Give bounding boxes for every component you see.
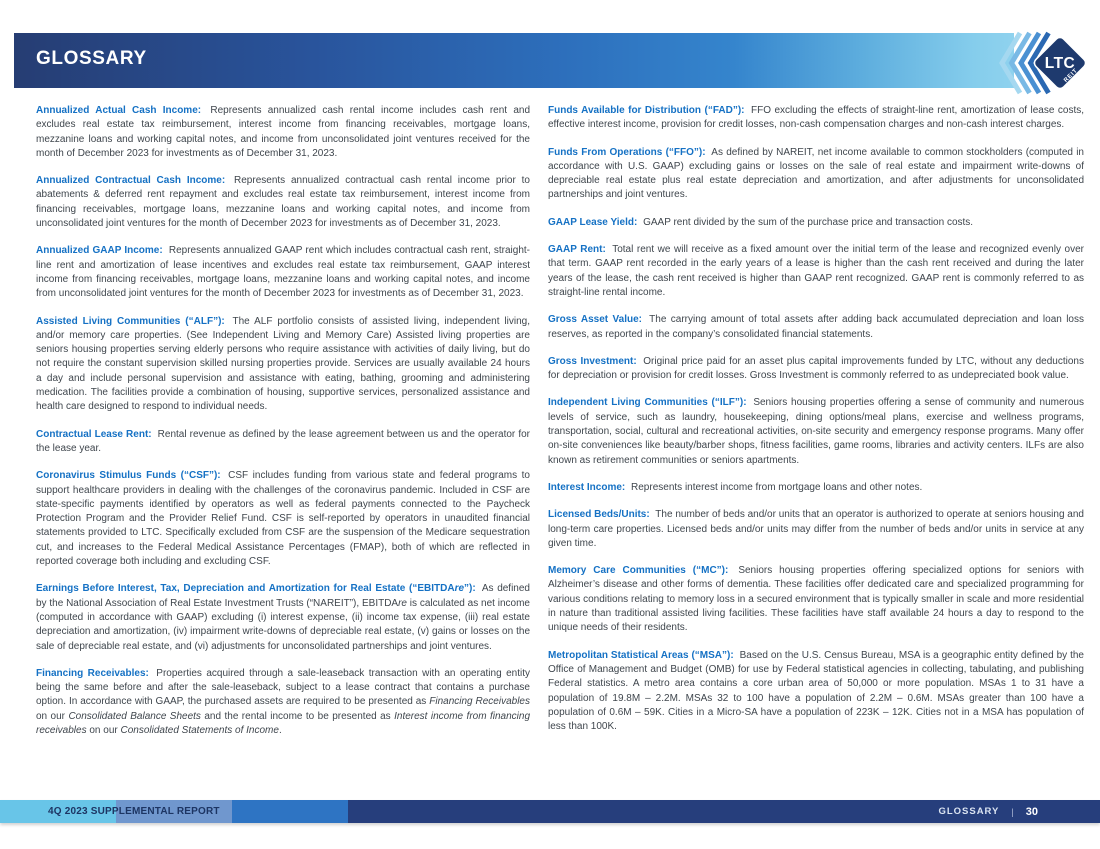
glossary-definition: FFO excluding the effects of straight-line rent, amortization of lease costs, effective interest income, provision for credit losses, non-cash compensation charges and non-cash interest charges. (548, 105, 1085, 131)
glossary-definition: The ALF portfolio consists of assisted living, independent living, and/or memory care properties. (See Independent Living and Memory Care) Assisted living properties are seniors housing properties serving elderly persons who require assistance with activities of daily living, but do not require the constant supervision skilled nursing properties provide. Services are usually available 24 hours a day and include personal supervision and assistance with eating, bathing, grooming and administering medication. The facilities provide a combination of housing, supportive services, personalized assistance and health care designed to respond to individual needs. (36, 315, 530, 413)
glossary-entry (548, 649, 1084, 735)
glossary-definition: Seniors housing properties offering a sense of community and numerous levels of service, such as laundry, housekeeping, dining options/meal plans, exercise and wellness programs, transportation, social, cultural and recreational activities, on-site security and emergency response programs. Many offer on-site conveniences like beauty/barber shops, fitness facilities, game rooms, libraries and activity centers. ILFs are also known as retirement communities or seniors apartments. (548, 397, 1084, 466)
glossary-term: Coronavirus Stimulus Funds (“CSF”): (36, 470, 221, 482)
glossary-entry (548, 243, 1084, 300)
glossary-term: Assisted Living Communities (“ALF”): (36, 315, 225, 327)
glossary-term: Memory Care Communities (“MC”): (548, 565, 729, 577)
glossary-definition: As defined by NAREIT, net income available to common stockholders (computed in accordance with U.S. GAAP) excluding gains or losses on the sale of real estate and impairment write-downs of depreciable real estate plus real estate depreciation and amortization, and after adjustments for unconsolidated partnerships and joint ventures. (548, 146, 1084, 201)
glossary-entry (36, 244, 530, 301)
glossary-entry (548, 104, 1084, 133)
glossary-term: Metropolitan Statistical Areas (“MSA”): (548, 649, 734, 661)
glossary-definition: Seniors housing properties offering specialized options for seniors with Alzheimer’s disease and other forms of dementia. These facilities offer dedicated care and specialized programming for various conditions relating to memory loss in a secured environment that is typically smaller in scale and more residential in nature than traditional assisted living facilities. These facilities have staff available 24 hours a day to respond to the unique needs of their residents. (548, 565, 1084, 634)
page-title: GLOSSARY (36, 48, 147, 69)
glossary-term: Annualized GAAP Income: (36, 245, 163, 257)
glossary-definition: Represents annualized cash rental income includes cash rent and excludes real estate tax reimbursement, interest income from financing receivables, mortgage loans, mezzanine loans and working capital notes, and income from unconsolidated joint ventures received for the month of December 2023 for investments as of December 31, 2023. (36, 105, 531, 159)
glossary-term: Funds From Operations (“FFO”): (548, 146, 706, 158)
glossary-term: Gross Asset Value: (548, 314, 642, 326)
glossary-definition: Properties acquired through a sale-leaseback transaction with an operating entity being the same before and after the sale-leaseback, subject to a lease contract that contains a purchase option. In accordance with GAAP, the purchased assets are required to be presented as Financing Receivables on our Consolidated Balance Sheets and the rental income to be presented as Interest income from financing receivables on our Consolidated Statements of Income. (36, 667, 531, 736)
page-header (14, 33, 1014, 88)
glossary-term: Earnings Before Interest, Tax, Depreciation and Amortization for Real Estate (“EBITDAre”): (36, 583, 476, 595)
glossary-entry (36, 582, 530, 653)
glossary-definition: CSF includes funding from various state and federal programs to support healthcare providers in dealing with the challenges of the coronavirus pandemic. Included in CSF are state-specific payments identified by operators as well as federal payments connected to the Paycheck Protection Program and the Provider Relief Fund. CSF is self-reported by operators in unaudited financial statements provided to LTC. Specifically excluded from CSF are the suspension of the Medicare sequestration cut, and increases to the Federal Medical Assistance Percentages (FMAP), both of which are reflected in reported coverage both including and excluding CSF. (36, 470, 530, 568)
glossary-entry (36, 428, 530, 457)
glossary-term: Interest Income: (548, 481, 626, 493)
footer-section-label: GLOSSARY (938, 806, 1000, 817)
glossary-term: Annualized Actual Cash Income: (36, 105, 202, 116)
glossary-definition: The number of beds and/or units that an operator is authorized to operate at seniors housing and long-term care properties. Licensed beds and/or units may differ from the number of beds and/or units in service at any given time. (548, 509, 1084, 549)
glossary-entry (548, 481, 1084, 495)
glossary-definition: Rental revenue as defined by the lease agreement between us and the operator for the lease year. (36, 428, 530, 454)
glossary-definition: As defined by the National Association of Real Estate Investment Trusts (“NAREIT”), EBITDAre is calculated as net income (computed in accordance with GAAP) excluding (i) interest expense, (ii) income tax expense, (iii) real estate depreciation and amortization, (iv) impairment write-downs of depreciable real estate, (v) gains or losses on the sale of depreciable real estate, and (vi) adjustments for unconsolidated partnerships and joint ventures. (36, 583, 530, 652)
glossary-entry (36, 469, 530, 569)
glossary-term: Contractual Lease Rent: (36, 428, 152, 440)
glossary-entry (548, 508, 1084, 551)
glossary-definition: Represents annualized contractual cash rental income prior to abatements & deferred rent repayment and excludes real estate tax reimbursement, interest income from financing receivables, mortgage loans, mezzanine loans and working capital notes, and income from unconsolidated joint ventures for the month of December 2023 for investments as of December 31, 2023. (36, 175, 530, 230)
logo-reit-text: REIT (1063, 67, 1080, 84)
glossary-column-right (548, 104, 1084, 734)
glossary-entry (548, 564, 1084, 635)
ltc-reit-logo (992, 28, 1092, 98)
logo-ltc-text: LTC (1044, 55, 1076, 72)
glossary-entry (36, 174, 530, 231)
glossary-definition: GAAP rent divided by the sum of the purchase price and transaction costs. (640, 216, 974, 228)
glossary-entry (548, 355, 1084, 384)
glossary-entry (36, 104, 530, 161)
glossary-definition: The carrying amount of total assets after adding back accumulated depreciation and loan loss reserves, as reported in the company’s consolidated financial statements. (548, 314, 1084, 340)
glossary-definition: Original price paid for an asset plus capital improvements funded by LTC, without any deductions for depreciation or provision for credit losses. Gross Investment is commonly referred to as undepreciated book value. (548, 355, 1084, 382)
glossary-definition: Total rent we will receive as a fixed amount over the initial term of the lease and recognized evenly over that term. GAAP rent recorded in the early years of a lease is higher than the cash rent received and during the later years of the lease, the cash rent received is higher than GAAP rent recognized. GAAP rent is commonly referred to as straight-line rental income. (548, 244, 1084, 298)
glossary-term: GAAP Lease Yield: (548, 216, 638, 228)
glossary-entry (36, 315, 530, 415)
glossary-term: Licensed Beds/Units: (548, 509, 650, 521)
page-footer (0, 800, 1100, 823)
footer-page-info (938, 800, 1038, 823)
glossary-entry (548, 146, 1084, 203)
glossary-definition: Represents interest income from mortgage loans and other notes. (628, 481, 923, 493)
footer-accent-blue (232, 800, 348, 823)
glossary-term: Financing Receivables: (36, 667, 149, 679)
glossary-entry (548, 396, 1084, 467)
glossary-entry (36, 667, 530, 738)
report-name-label: 4Q 2023 SUPPLEMENTAL REPORT (48, 806, 220, 817)
page-number: 30 (1025, 805, 1038, 818)
glossary-entry (548, 216, 1084, 230)
glossary-term: Annualized Contractual Cash Income: (36, 175, 226, 187)
glossary-term: Funds Available for Distribution (“FAD”): (548, 105, 745, 116)
glossary-term: Gross Investment: (548, 355, 637, 367)
glossary-definition: Represents annualized GAAP rent which includes contractual cash rent, straight-line rent and amortization of lease incentives and excludes real estate tax reimbursement, GAAP interest income from financing receivables, mortgage loans, mezzanine loans and working capital notes, and income from unconsolidated joint ventures for the month of December 2023 for investments as of December 31, 2023. (36, 245, 531, 300)
glossary-definition: Based on the U.S. Census Bureau, MSA is a geographic entity defined by the Office of Management and Budget (OMB) for use by Federal statistical agencies in collecting, tabulating, and publishing Federal statistics. A metro area contains a core urban area of 50,000 or more population. MSAs 1 to 31 have a population of 19.8M – 2.2M. MSAs 32 to 100 have a population of 2.2M – 0.6M. MSAs greater than 100 have a population of 0.6M – 59K. Cities in a Micro-SA have a population of 223K – 12K. Cities not in a MSA has population of less than 100K. (548, 649, 1084, 733)
glossary-entry (548, 313, 1084, 342)
glossary-column-left (36, 104, 530, 738)
glossary-term: GAAP Rent: (548, 244, 606, 256)
glossary-term: Independent Living Communities (“ILF”): (548, 397, 747, 409)
footer-separator: | (1011, 806, 1014, 817)
